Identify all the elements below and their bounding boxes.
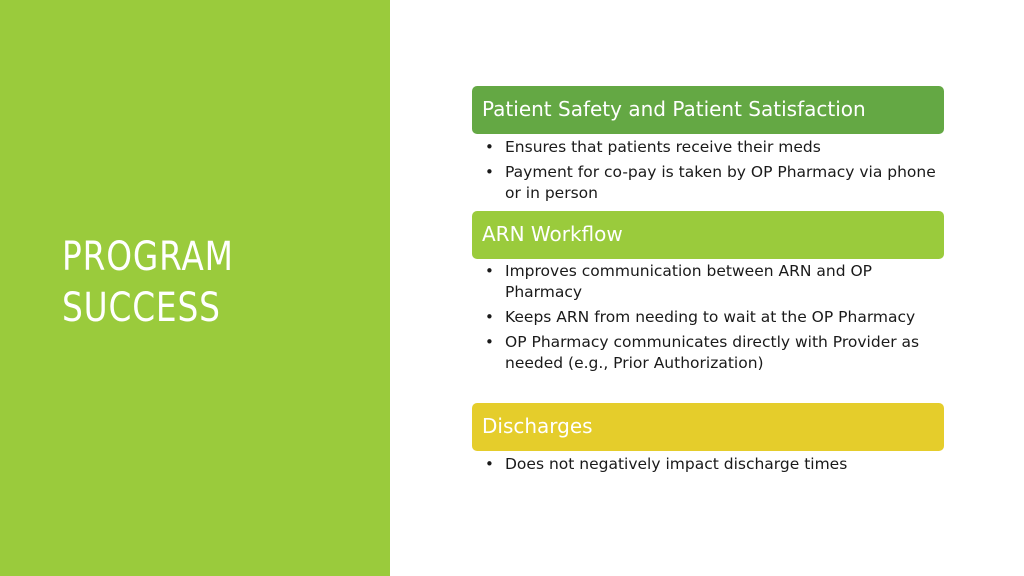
slide-title — [62, 232, 324, 334]
title-line-1: PROGRAM — [62, 234, 234, 280]
bullet-icon: • — [485, 163, 494, 181]
title-line-2: SUCCESS — [62, 285, 221, 331]
bullet-list-arn-workflow — [472, 261, 944, 378]
list-item — [472, 162, 944, 204]
section-header-arn-workflow: ARN Workflow — [472, 211, 944, 259]
list-item — [472, 307, 944, 328]
bullet-list-discharges — [472, 454, 944, 479]
list-item — [472, 137, 944, 158]
list-item — [472, 454, 944, 475]
bullet-icon: • — [485, 138, 494, 156]
bullet-list-patient-safety — [472, 137, 944, 208]
bullet-text: Payment for co-pay is taken by OP Pharmacy via phone or in person — [505, 163, 936, 202]
section-header-discharges: Discharges — [472, 403, 944, 451]
bullet-icon: • — [485, 308, 494, 326]
list-item — [472, 332, 944, 374]
bullet-icon: • — [485, 455, 494, 473]
bullet-text: OP Pharmacy communicates directly with Provider as needed (e.g., Prior Authorization) — [505, 333, 920, 372]
bullet-text: Keeps ARN from needing to wait at the OP Pharmacy — [505, 308, 916, 326]
bullet-icon: • — [485, 262, 494, 280]
bullet-text: Ensures that patients receive their meds — [505, 138, 821, 156]
section-header-patient-safety: Patient Safety and Patient Satisfaction — [472, 86, 944, 134]
bullet-text: Does not negatively impact discharge times — [505, 455, 848, 473]
bullet-icon: • — [485, 333, 494, 351]
list-item — [472, 261, 944, 303]
bullet-text: Improves communication between ARN and OP Pharmacy — [505, 262, 873, 301]
